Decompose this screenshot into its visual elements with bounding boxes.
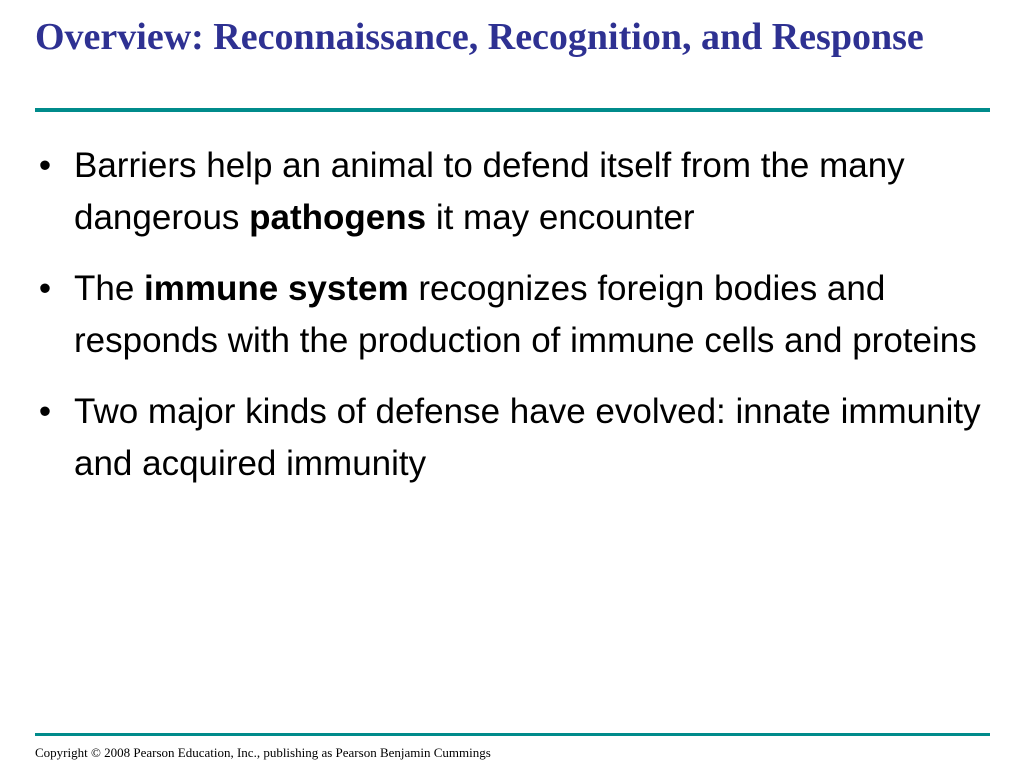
bullet-marker: • [38,269,52,308]
bullet-item-defense-kinds [30,386,990,490]
bullet-bold-term: pathogens [249,198,427,237]
bullet-marker: • [38,392,52,431]
footer-divider [35,733,990,736]
title-divider [35,108,990,112]
bullet-text: The [74,269,145,308]
bullet-list [30,140,990,509]
bullet-item-immune-system [30,263,990,367]
bullet-text: Barriers help an animal to defend itself from the many dangerous [74,146,905,237]
slide-title: Overview: Reconnaissance, Recognition, and Response [35,16,924,58]
bullet-text: it may encounter [426,198,695,237]
bullet-text: Two major kinds of defense have evolved: innate immunity and acquired immunity [74,392,981,483]
bullet-item-pathogens [30,140,990,244]
bullet-marker: • [38,146,52,185]
bullet-text: recognizes foreign bodies and responds with the production of immune cells and proteins [74,269,977,360]
bullet-bold-term: immune system [144,269,409,308]
copyright-footer: Copyright © 2008 Pearson Education, Inc., publishing as Pearson Benjamin Cummings [35,745,491,760]
